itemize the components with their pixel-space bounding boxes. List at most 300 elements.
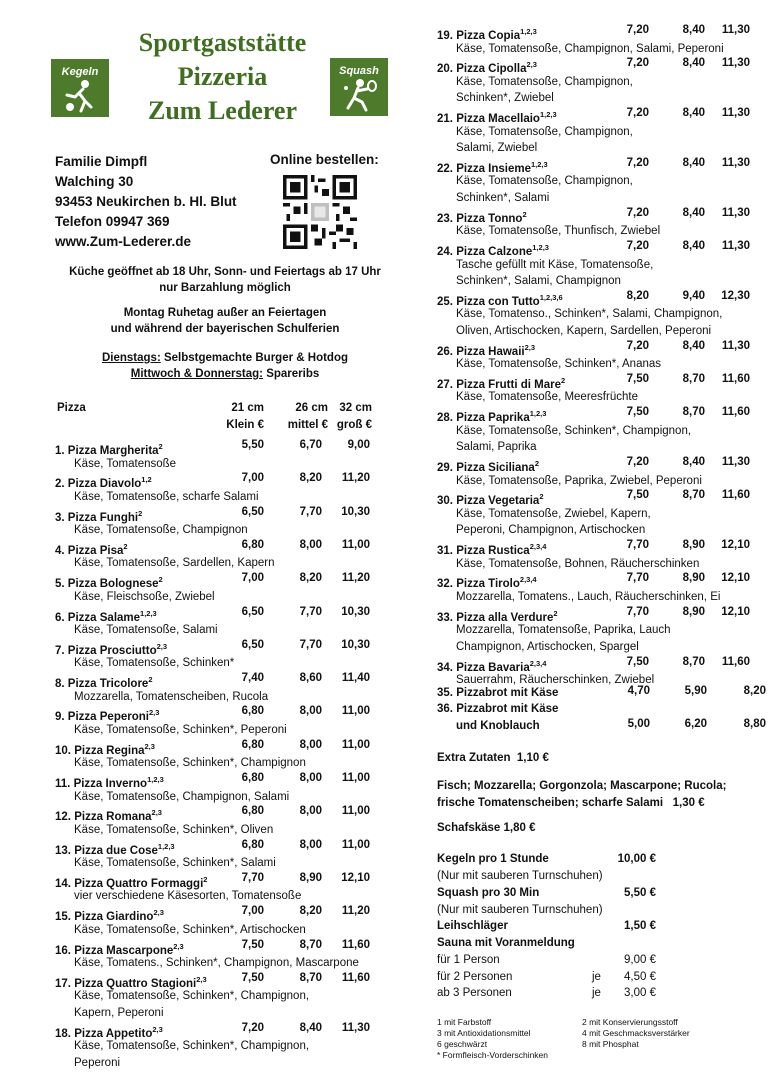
price-medium: 8,00 [299,705,322,718]
pizza-number: 31. [437,544,453,557]
pizza-description: Käse, Tomatensoße, Schinken* [74,657,235,670]
footnote-4: 4 mit Geschmacksverstärker [582,1028,690,1038]
pizza-name: Pizza due Cose [74,844,158,857]
kegeln-price: 10,00 € [617,853,656,865]
pizza-description: Sauerrahm, Räucherschinken, Zwiebel [456,674,655,686]
pizza-description: Käse, Tomatensoße, Salami [74,624,218,636]
racket-price: 1,50 € [624,920,656,932]
price-large: 8,20 [743,685,766,697]
price-small: 7,00 [241,472,264,485]
price-small: 7,20 [626,107,649,120]
extras-list-line-1: Fisch; Mozzarella; Gorgonzola; Mascarpone; Rucola; [437,780,727,792]
price-medium: 8,20 [299,905,322,918]
squash-player-icon [340,78,378,112]
price-large: 11,00 [341,705,370,718]
pizza-number: 30. [437,495,453,508]
price-large: 11,00 [341,805,370,818]
pizza-description: Peperoni [74,1056,121,1069]
price-large: 11,20 [341,472,370,485]
price-medium: 8,90 [682,605,705,618]
pizza-additives: 2,3 [153,908,164,918]
pizza-number: 33. [437,611,453,624]
restaurant-title [120,26,325,128]
price-large: 11,60 [721,489,750,502]
pizza-name: Pizza Regina [74,744,145,757]
pizza-description: Käse, Tomatensoße, Champignon, Salami, Peperoni [456,42,724,55]
kegeln-badge [51,59,109,117]
extras-list [437,778,767,811]
contact-block [55,152,237,252]
pizza-additives: 2,3 [524,342,536,352]
pizza-name: Pizza Hawaii [456,345,525,358]
price-medium: 6,20 [684,717,707,730]
price-small: 6,50 [241,505,264,518]
online-order-label: Online bestellen: [270,152,379,167]
sauna-row-je: je [592,970,601,983]
pizza-additives: 2 [138,508,143,518]
pizza-additives: 2 [534,459,539,468]
pizza-description: Käse, Tomatensoße, Schinken*, Ananas [456,358,662,371]
pizza-name: Pizza Copia [456,29,521,42]
price-small: 4,70 [627,685,650,697]
menu-header-label: Pizza [57,402,86,414]
price-medium: 8,40 [682,206,705,219]
price-large: 11,60 [721,372,750,385]
price-small: 7,70 [626,572,649,585]
price-medium: 8,00 [299,805,322,818]
price-medium: 9,40 [682,289,705,302]
closed-days [50,305,400,337]
pizza-additives: 1,2 [141,475,152,485]
squash-note: (Nur mit sauberen Turnschuhen) [437,904,603,916]
pizza-name: Pizza Cipolla [456,63,527,76]
squash-label: Squash pro 30 Min [437,887,540,899]
pizza-name: Pizza Bolognese [67,578,159,591]
website-link[interactable]: www.Zum-Lederer.de [55,234,192,249]
pizza-number: 10. [55,744,71,757]
title-line-1: Sportgaststätte [138,28,307,57]
price-small: 7,70 [626,539,649,552]
kitchen-hours-line-1: Küche geöffnet ab 18 Uhr, Sonn- und Feiertags ab 17 Uhr [69,266,381,278]
kegeln-badge-label: Kegeln [61,66,99,78]
pizza-description: Mozzarella, Tomatens., Lauch, Räucherschinken, Ei [456,590,721,603]
pizza-description: Käse, Tomatensoße, Sardellen, Kapern [74,557,275,570]
price-medium: 8,40 [682,156,705,169]
sauna-row-label: für 1 Person [437,954,500,966]
title-line-3: Zum Lederer [148,96,297,125]
price-medium: 6,70 [299,439,322,451]
price-large: 11,30 [721,240,750,252]
pizza-number: 24. [437,245,453,258]
pizzabrot-number: 35. [437,687,453,699]
pizza-description: Käse, Tomatensoße [74,457,177,470]
price-medium: 8,90 [682,572,705,585]
pizza-name: Pizza Quattro Formaggi [74,877,204,890]
pizza-description: Käse, Tomatensoße, Schinken*, Artischocken [74,923,306,936]
pizza-number: 34. [437,661,453,674]
closed-days-line-1: Montag Ruhetag außer an Feiertagen [123,307,327,319]
title-line-2: Pizzeria [177,62,268,91]
pizza-name: Pizza Vegetaria [456,495,540,508]
price-large: 11,20 [341,905,370,918]
price-medium: 8,40 [682,107,705,120]
price-medium: 8,40 [682,57,705,70]
size-medium-name: mittel € [287,419,328,431]
wednesday-label: Mittwoch & Donnerstag: [130,368,263,380]
price-small: 6,80 [241,538,264,551]
price-medium: 8,20 [299,572,322,585]
price-medium: 8,00 [299,738,322,751]
pizza-number: 18. [55,1027,71,1040]
weekly-specials [50,350,400,382]
footnotes-left [437,1017,548,1061]
pizza-name: Pizza Quattro Stagioni [74,977,197,990]
price-medium: 8,40 [299,1021,322,1034]
pizza-description: Käse, Tomatensoße, Champignon, [456,75,633,88]
price-medium: 8,40 [682,24,705,36]
pizzabrot-number: 36. [437,703,453,715]
pizzabrot-name: Pizzabrot mit Käse [456,687,559,699]
pizza-additives: 2 [203,874,208,884]
pizza-description: Käse, Tomatensoße, Champignon, [456,175,633,188]
pizza-name: Pizza Siciliana [456,461,535,474]
pizza-name: Pizza Prosciutto [67,644,157,657]
price-large: 10,30 [341,605,370,618]
pizza-description: Käse, Tomatensoße, Schinken*, Peperoni [74,723,287,736]
price-small: 7,70 [241,871,264,884]
pizza-description: Peperoni, Champignon, Artischocken [456,524,646,537]
pizza-additives: 1,2,3 [539,110,557,120]
price-large: 11,00 [341,772,370,784]
price-small: 7,40 [241,672,264,685]
pizza-additives: 1,2,3 [147,775,164,784]
price-small: 7,20 [626,240,649,252]
price-small: 6,80 [241,772,264,784]
footnote-6: 6 geschwärzt [437,1039,488,1049]
pizza-description: Käse, Tomatensoße, Schinken*, Champignon [74,757,306,770]
pizza-name: Pizza Giardino [74,911,154,924]
pizza-additives: 2 [561,375,566,385]
squash-badge [330,58,388,116]
price-large: 11,20 [341,572,370,585]
price-large: 9,00 [347,439,370,451]
pizza-name: Pizza Paprika [456,412,530,425]
pizza-name: Pizza Diavolo [67,478,142,491]
pizza-additives: 2,3,4 [529,658,547,668]
pizza-description: Mozzarella, Tomatensoße, Paprika, Lauch [456,624,671,637]
pizza-description: vier verschiedene Käsesorten, Tomatensoße [74,890,302,903]
price-small: 7,50 [241,938,264,951]
price-medium: 8,60 [299,672,322,685]
price-small: 6,80 [241,838,264,851]
racket-label: Leihschläger [437,920,508,932]
pizza-number: 19. [437,29,453,42]
size-medium-cm: 26 cm [295,402,328,414]
price-medium: 7,70 [299,638,322,651]
price-small: 7,20 [626,156,649,169]
pizza-additives: 2,3 [526,60,537,70]
pizza-additives: 2,3,4 [519,575,537,585]
price-large: 8,80 [743,717,766,730]
pizza-additives: 1,2,3 [531,159,548,169]
pizza-name: Pizza Inverno [73,777,148,790]
price-small: 6,50 [241,638,264,651]
extras-block [437,750,757,767]
pizza-number: 32. [437,578,453,591]
sauna-row-price: 4,50 € [624,970,656,983]
pizza-description: Käse, Fleischsoße, Zwiebel [74,590,215,603]
extras-label: Extra Zutaten [437,752,511,764]
pizza-description: Käse, Tomatensoße, Schinken*, Champignon, [74,990,310,1003]
pizza-additives: 1,2,3 [140,608,157,618]
price-medium: 8,40 [682,339,705,352]
pizza-number: 14. [55,877,71,890]
price-medium: 8,70 [682,372,705,385]
price-medium: 5,90 [684,685,707,697]
price-medium: 8,00 [299,772,322,784]
price-large: 11,30 [721,456,750,468]
price-large: 11,30 [721,57,750,70]
pizza-number: 26. [437,345,453,358]
price-large: 11,60 [341,938,370,951]
pizza-name: Pizza Margherita [67,444,159,457]
wednesday-special [50,366,400,382]
price-medium: 7,70 [299,605,322,618]
pizza-number: 27. [437,378,453,391]
price-medium: 7,70 [299,505,322,518]
size-header-small [222,400,264,434]
pizza-name: Pizza alla Verdure [456,611,554,624]
pizza-additives: 1,2,3,6 [539,292,563,302]
price-small: 6,50 [241,605,264,618]
price-large: 11,00 [341,538,370,551]
pizza-description: Käse, Tomatensoße, Champignon, Salami [74,790,290,803]
price-medium: 8,00 [299,538,322,551]
pizza-name: Pizza Mascarpone [74,944,174,957]
pizza-description: Käse, Tomatensoße, Schinken*, Champignon, [74,1040,310,1053]
price-large: 11,30 [721,24,750,36]
pizza-additives: 2,3 [173,941,184,951]
pizza-number: 21. [437,112,453,125]
pizza-name: Pizza Frutti di Mare [456,378,561,391]
price-small: 6,80 [241,805,264,818]
size-header-large [332,400,372,434]
pizza-description: Tasche gefüllt mit Käse, Tomatensoße, [456,258,654,271]
pizzabrot-item-line-2 [456,718,540,735]
pizza-description: Käse, Tomatensoße, Champignon, [456,125,633,138]
price-medium: 8,70 [682,406,705,419]
pizza-number: 25. [437,295,453,308]
price-large: 11,60 [341,971,370,984]
pizza-number: 22. [437,162,453,175]
price-medium: 8,00 [299,838,322,851]
pizza-name: Pizza Pisa [67,544,124,557]
pizza-additives: 2,3 [152,1024,163,1034]
pizza-number: 13. [55,844,71,857]
price-small: 7,20 [626,456,649,468]
pizza-additives: 2 [123,541,128,551]
pizza-name: Pizza Appetito [74,1027,153,1040]
kitchen-hours-line-2: nur Barzahlung möglich [159,282,291,294]
sauna-row-price: 9,00 € [624,954,656,966]
sauna-row-label: für 2 Personen [437,970,513,983]
pizza-description: Salami, Zwiebel [456,142,538,155]
pizza-description: Kapern, Peperoni [74,1006,164,1019]
price-large: 11,40 [341,672,370,685]
price-large: 11,00 [341,838,370,851]
price-medium: 8,70 [682,655,705,668]
pizza-name: Pizza Insieme [456,162,531,175]
footnote-2: 2 mit Konservierungsstoff [582,1017,678,1027]
pizza-description: Käse, Tomatensoße, Schinken*, Oliven [74,823,274,836]
squash-badge-label: Squash [339,65,379,77]
pizza-additives: 2 [148,675,153,685]
pizzabrot-item [437,701,558,718]
price-small: 7,50 [626,406,649,419]
pizza-name: Pizza Salame [67,611,141,624]
pizza-additives: 2 [553,608,558,618]
price-large: 12,10 [341,871,370,884]
price-medium: 8,40 [682,240,705,252]
footnote-star: * Formfleisch-Vorderschinken [437,1050,549,1060]
kegeln-label: Kegeln pro 1 Stunde [437,853,549,865]
price-small: 7,20 [241,1021,264,1034]
tuesday-special [50,350,400,366]
pizza-description: Käse, Tomatensoße, Meeresfrüchte [456,391,638,404]
pizza-number: 2. [55,478,65,491]
price-small: 5,00 [627,717,650,730]
pizza-number: 12. [55,811,71,824]
pizza-description: Käse, Tomatensoße, Thunfisch, Zwiebel [456,225,661,238]
pizza-name: Pizza Macellaio [456,112,540,125]
price-large: 11,60 [721,406,750,419]
price-large: 10,30 [341,505,370,518]
price-large: 11,30 [721,339,750,352]
extras-line [437,750,757,767]
pizza-number: 6. [55,611,65,624]
pizza-name: Pizza con Tutto [456,295,540,308]
extras-list-price: 1,30 € [672,796,705,809]
pizza-description: Schinken*, Zwiebel [456,92,554,105]
price-medium: 8,70 [299,971,322,984]
price-small: 6,80 [241,705,264,718]
pizza-number: 29. [437,461,453,474]
pizza-name: Pizza Tirolo [456,578,520,591]
price-large: 11,30 [721,107,750,120]
pizza-description: Käse, Tomatensoße, Bohnen, Räucherschinken [456,557,700,570]
pizza-description: Schinken*, Salami, Champignon [456,275,621,287]
pizza-additives: 2 [539,492,544,502]
pizza-additives: 2,3 [196,974,207,984]
size-large-name: groß € [336,419,372,431]
sauna-label: Sauna mit Voranmeldung [437,937,575,949]
extras-price: 1,10 € [516,752,549,764]
pizza-description: Oliven, Artischocken, Kapern, Sardellen, Peperoni [456,324,712,337]
price-small: 7,20 [626,24,649,36]
pizza-additives: 2,3 [144,741,155,751]
pizza-number: 15. [55,911,71,924]
bowler-icon [61,79,99,113]
pizza-number: 16. [55,944,71,957]
pizzabrot-name: Pizzabrot mit Käse [456,703,559,715]
pizza-additives: 1,2,3 [529,409,547,419]
qr-code-icon[interactable] [283,175,357,249]
price-large: 11,30 [721,206,750,219]
price-large: 12,10 [721,572,750,585]
city: 93453 Neukirchen b. Hl. Blut [55,194,237,209]
pizza-description: Mozzarella, Tomatenscheiben, Rucola [74,690,269,703]
pizza-additives: 2,3,4 [529,542,547,552]
pizza-number: 20. [437,63,453,76]
footnote-3: 3 mit Antioxidationsmittel [437,1028,531,1038]
pizza-name: Pizza Romana [74,811,152,824]
footnote-1: 1 mit Farbstoff [437,1017,492,1027]
pizza-number: 4. [55,544,65,557]
pizza-additives: 1,2,3 [520,27,537,36]
pizza-number: 8. [55,677,65,690]
pizza-name: Pizza Tonno [456,212,523,225]
pizza-description: Käse, Tomatenso., Schinken*, Salami, Champignon, [456,308,723,321]
squash-price: 5,50 € [624,887,656,899]
price-small: 7,20 [626,339,649,352]
pizza-name: Pizza Calzone [456,245,533,258]
price-large: 12,10 [721,539,750,552]
street: Walching 30 [55,174,134,189]
price-medium: 8,40 [682,456,705,468]
pizza-number: 11. [55,777,71,790]
price-small: 7,50 [626,489,649,502]
closed-days-line-2: und während der bayerischen Schulferien [110,323,340,335]
pizza-description: Käse, Tomatensoße, Zwiebel, Kapern, [456,507,651,520]
wednesday-text: Spareribs [263,368,320,380]
pizza-number: 28. [437,412,453,425]
price-large: 12,10 [721,605,750,618]
price-large: 11,30 [721,156,750,169]
pizza-name: Pizza Tricolore [67,677,149,690]
pizza-description: Käse, Tomatens., Schinken*, Champignon, Mascarpone [74,957,359,969]
pizza-additives: 2,3 [151,808,162,818]
price-large: 11,60 [721,655,750,668]
footnotes-right [582,1017,690,1050]
pizza-number: 9. [55,711,65,724]
pizza-additives: 2 [522,209,527,219]
price-medium: 8,70 [299,938,322,951]
pizza-additives: 2,3 [156,641,168,651]
pizza-number: 17. [55,977,71,990]
size-small-cm: 21 cm [231,402,264,414]
family-name: Familie Dimpfl [55,154,148,169]
pizza-name: Pizza Rustica [456,544,530,557]
pizza-name: Pizza Bavaria [456,661,530,674]
price-small: 7,50 [626,655,649,668]
tuesday-label: Dienstags: [101,352,161,364]
price-small: 7,20 [626,57,649,70]
pizza-number: 1. [55,444,65,457]
sheep-cheese: Schafskäse 1,80 € [437,822,536,834]
sauna-row-label: ab 3 Personen [437,987,512,1000]
price-medium: 8,70 [682,489,705,502]
price-small: 7,70 [626,605,649,618]
kitchen-hours [50,264,400,296]
price-small: 8,20 [626,289,649,302]
price-medium: 8,90 [299,871,322,884]
price-large: 12,30 [721,289,750,302]
sauna-row-je: je [592,987,601,1000]
pizzabrot-item [437,685,558,702]
price-small: 7,50 [241,971,264,984]
sauna-row-price: 3,00 € [624,987,656,1000]
pizza-description: Käse, Tomatensoße, scharfe Salami [74,490,259,503]
